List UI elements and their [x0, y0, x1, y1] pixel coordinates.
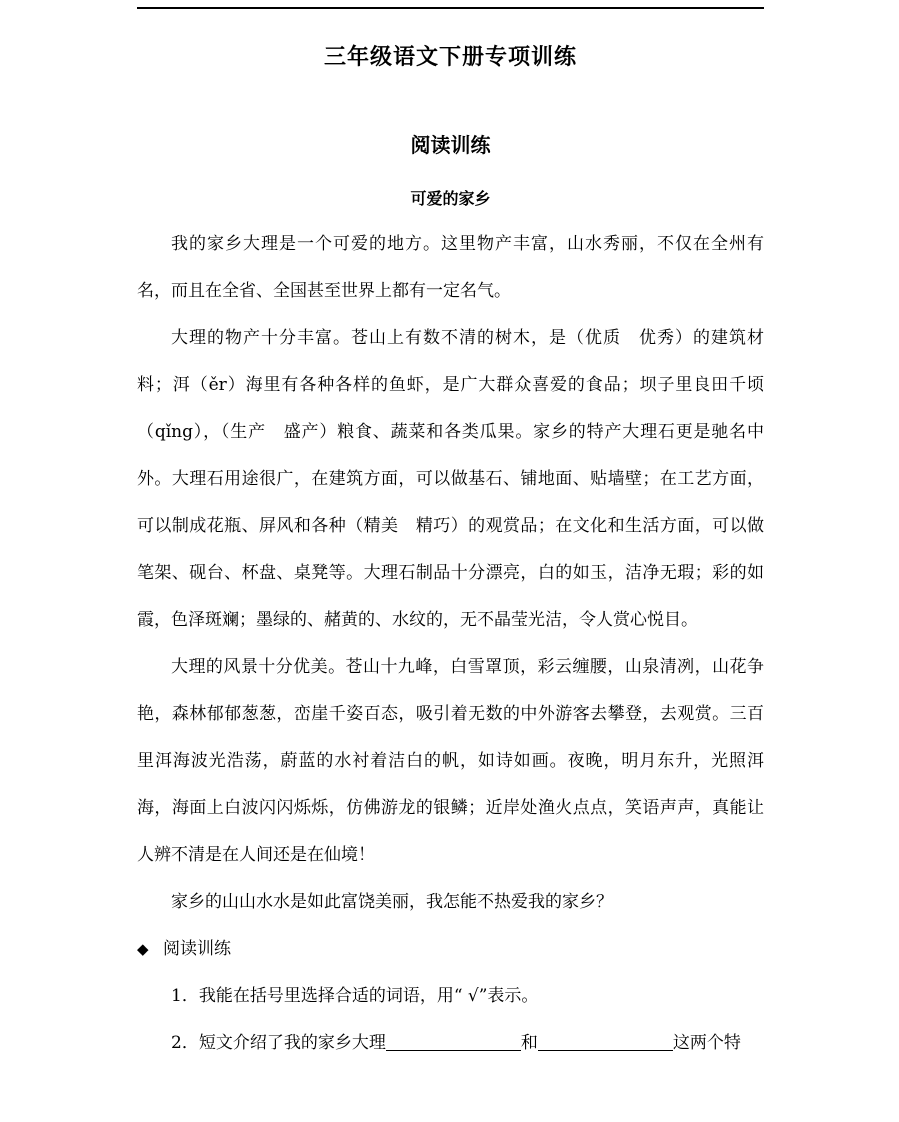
paragraph-1: 我的家乡大理是一个可爱的地方。这里物产丰富，山水秀丽，不仅在全州有名，而且在全省、全国甚至世界上都有一定名气。 — [137, 234, 764, 301]
paragraph-2: 大理的物产十分丰富。苍山上有数不清的树木，是（优质 优秀）的建筑材料；洱（ěr）海里有各种各样的鱼虾，是广大群众喜爱的食品；坝子里良田千顷（qǐng），（生产 盛产）粮食、蔬菜和各类瓜果。家乡的特产大理石更是驰名中外。大理石用途很广，在建筑方面，可以做基石、铺地面、贴墙壁；在工艺方面，可以制成花瓶、屏风和各种（精美 精巧）的观赏品；在文化和生活方面，可以做笔架、砚台、杯盘、桌凳等。大理石制品十分漂亮，白的如玉，洁净无瑕；彩的如霞，色泽斑斓；墨绿的、赭黄的、水纹的，无不晶莹光洁，令人赏心悦目。 — [137, 328, 764, 630]
top-rule — [137, 7, 764, 9]
passage-body — [137, 221, 764, 1067]
section-title: 阅读训练 — [410, 133, 491, 157]
paragraph-4: 家乡的山山水水是如此富饶美丽，我怎能不热爱我的家乡？ — [171, 892, 613, 912]
question-2-text-start: 2．短文介绍了我的家乡大理 — [171, 1033, 386, 1053]
question-1: 1．我能在括号里选择合适的词语，用“ √”表示。 — [171, 986, 539, 1006]
diamond-bullet-icon: ◆ — [137, 940, 149, 958]
exercise-heading-label: 阅读训练 — [163, 939, 231, 959]
answer-blank-1[interactable] — [386, 1032, 521, 1051]
exercise-heading — [137, 926, 764, 973]
answer-blank-2[interactable] — [538, 1032, 673, 1051]
paragraph-3: 大理的风景十分优美。苍山十九峰，白雪罩顶，彩云缠腰，山泉清冽，山花争艳，森林郁郁葱葱，峦崖千姿百态，吸引着无数的中外游客去攀登，去观赏。三百里洱海波光浩荡，蔚蓝的水衬着洁白的帆，如诗如画。夜晚，明月东升，光照洱海，海面上白波闪闪烁烁，仿佛游龙的银鳞；近岸处渔火点点，笑语声声，真能让人辨不清是在人间还是在仙境！ — [137, 657, 764, 865]
question-2-text-end: 这两个特 — [672, 1033, 741, 1053]
document-title: 三年级语文下册专项训练 — [323, 45, 577, 70]
question-2 — [137, 1020, 764, 1067]
question-2-text-mid: 和 — [520, 1033, 538, 1053]
passage-title: 可爱的家乡 — [410, 189, 491, 208]
